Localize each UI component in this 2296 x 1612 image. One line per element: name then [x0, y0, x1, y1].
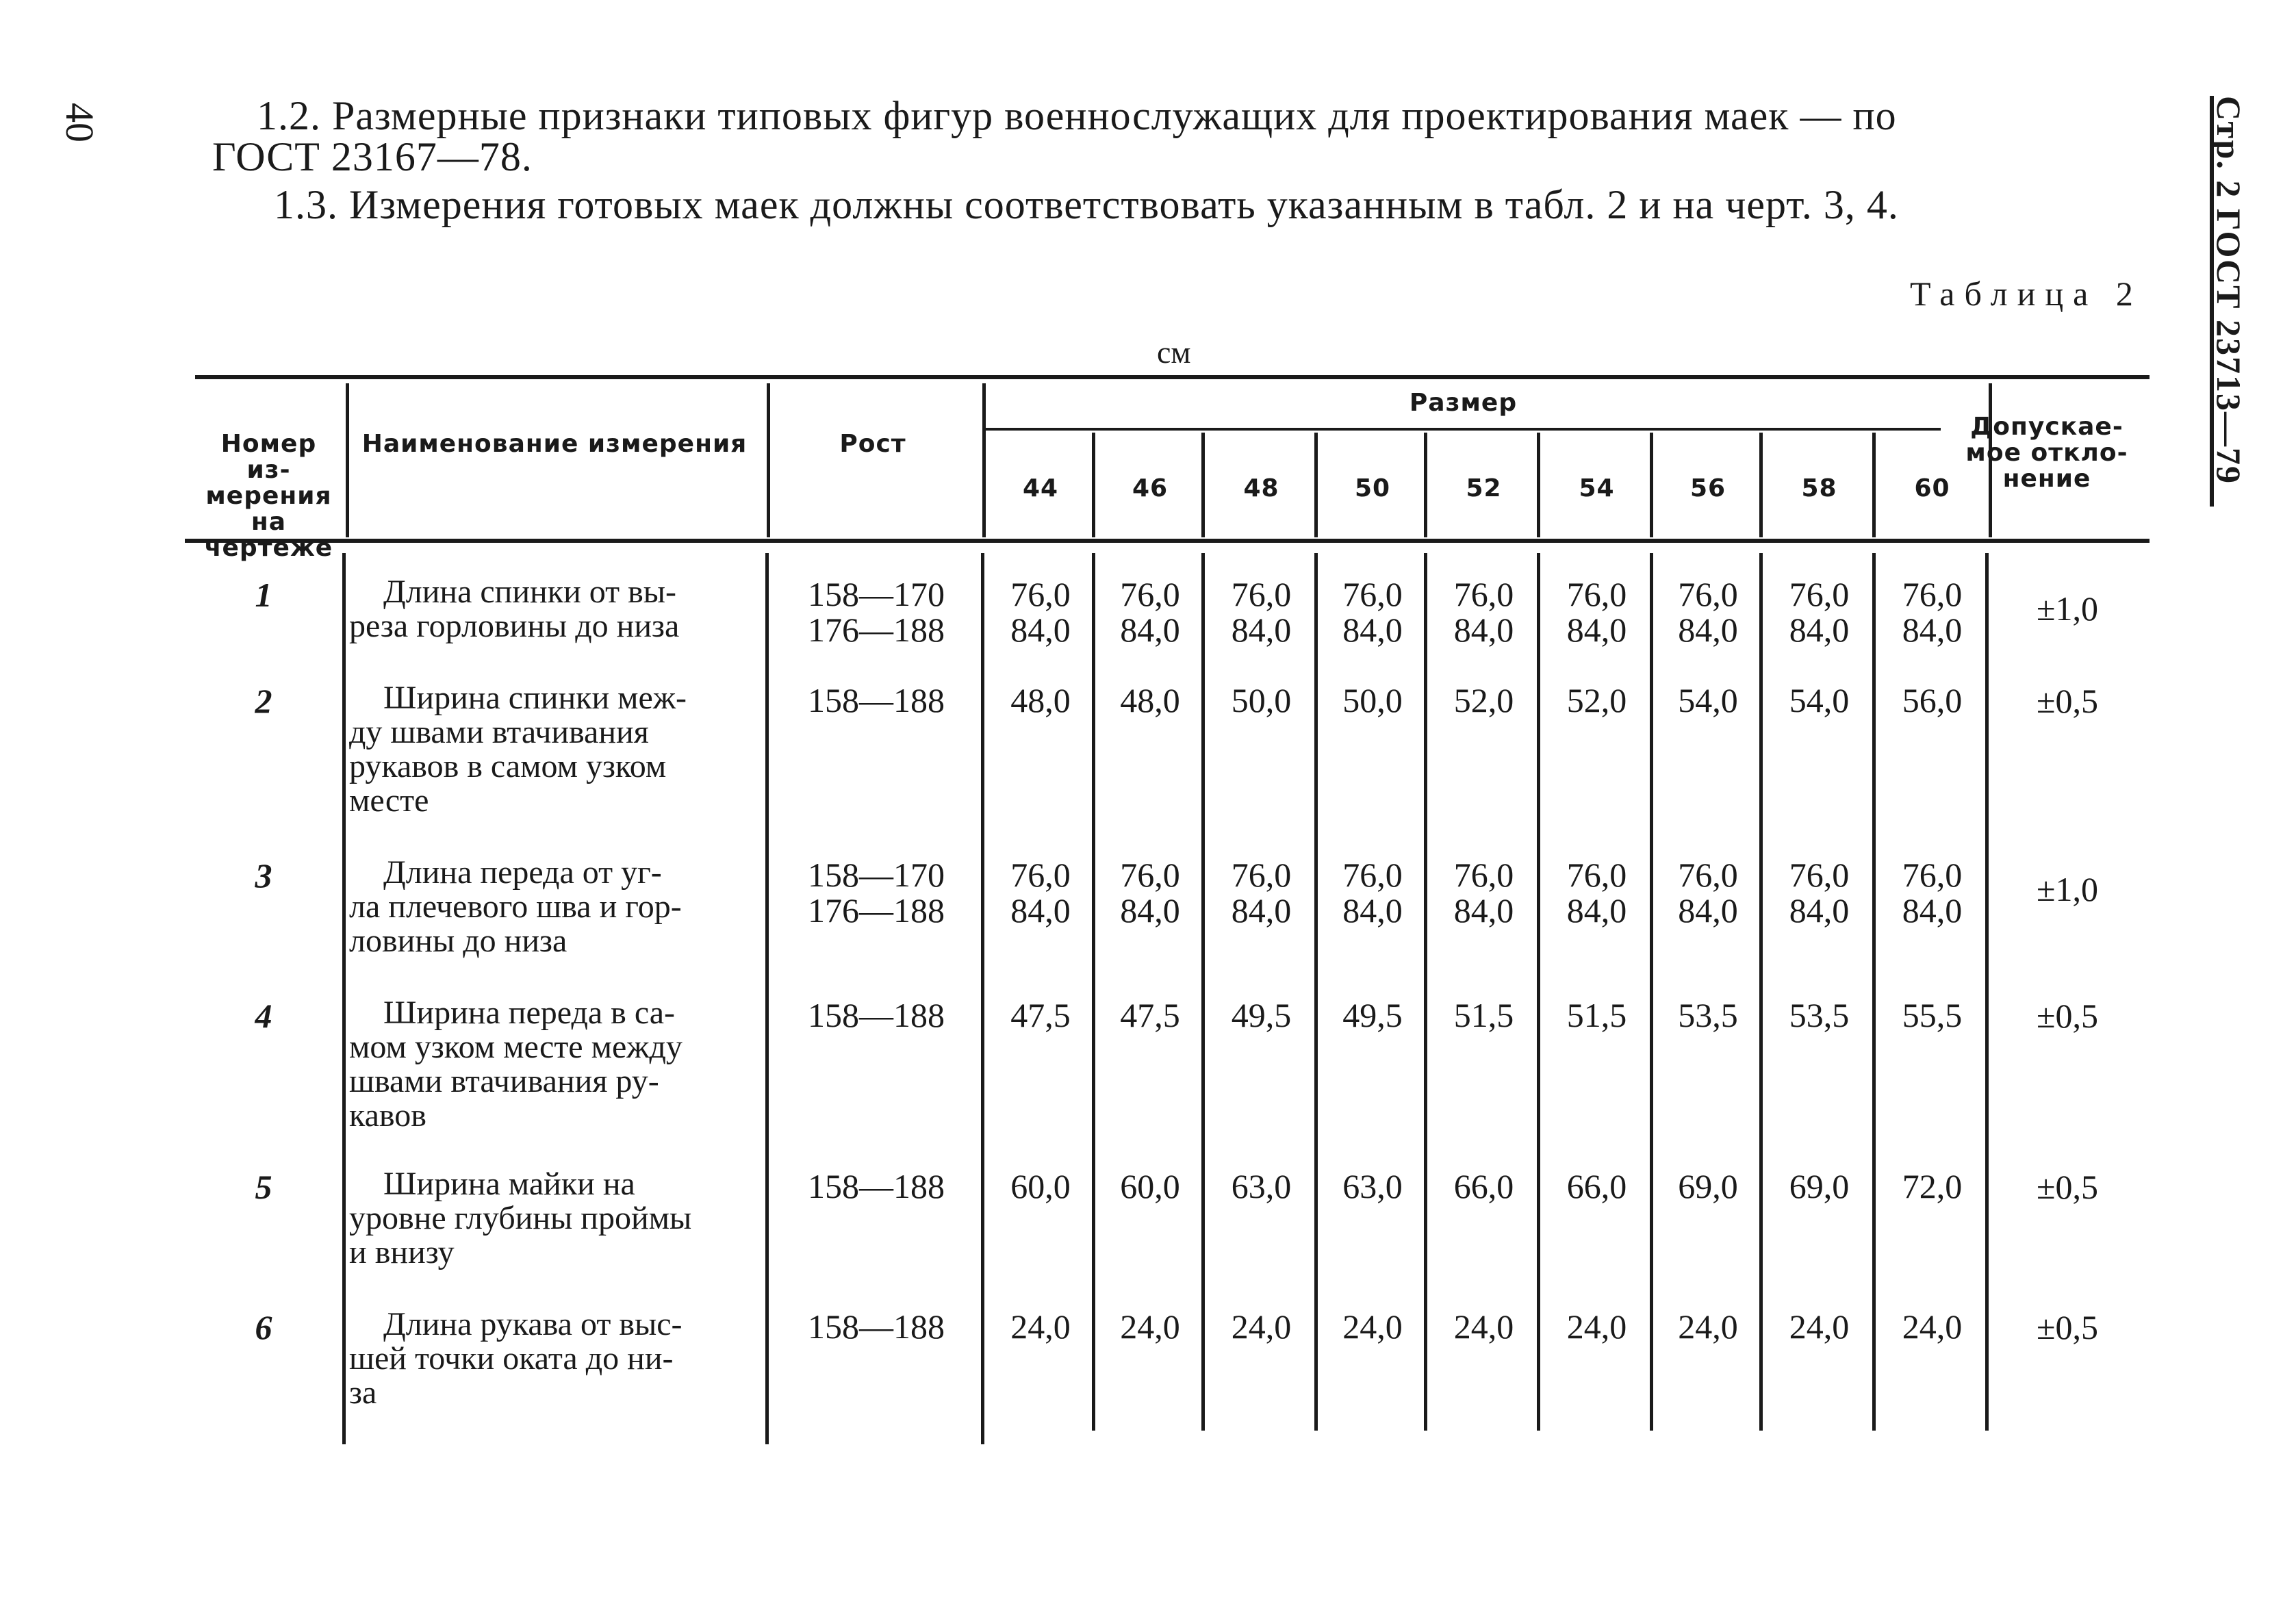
size-value: 76,0	[1120, 856, 1180, 894]
size-value: 76,0	[1120, 575, 1180, 613]
size-value: 76,0	[1231, 575, 1292, 613]
size-value: 84,0	[1342, 611, 1403, 649]
size-header-56: 56	[1689, 474, 1726, 502]
tolerance-value: ±0,5	[2037, 997, 2098, 1035]
size-value: 53,5	[1678, 996, 1738, 1034]
tolerance-value: ±0,5	[2037, 1308, 2098, 1346]
measurement-name-line: ловины до низа	[349, 923, 567, 959]
header-tolerance: Допускае- мое откло- нение	[1965, 413, 2128, 493]
size-value: 53,5	[1789, 996, 1850, 1034]
header-measurement-name: Наименование измерения	[361, 430, 748, 458]
size-value: 24,0	[1342, 1307, 1403, 1346]
size-value: 72,0	[1902, 1167, 1963, 1205]
size-value: 69,0	[1789, 1167, 1850, 1205]
measurement-name-line: кавов	[349, 1097, 426, 1134]
measurement-name-line: Ширина майки на	[383, 1166, 635, 1202]
size-value: 50,0	[1231, 681, 1292, 719]
size-value: 84,0	[1678, 611, 1738, 649]
size-value: 24,0	[1566, 1307, 1627, 1346]
size-value: 69,0	[1678, 1167, 1738, 1205]
table-top-rule	[195, 375, 2150, 379]
size-value: 84,0	[1120, 891, 1180, 930]
size-header-rule	[986, 428, 1941, 431]
size-value: 76,0	[1231, 856, 1292, 894]
measurement-name-line: рукавов в самом узком	[349, 748, 667, 784]
size-value: 47,5	[1120, 996, 1180, 1034]
paragraph-1-3: 1.3. Измерения готовых маек должны соответствовать указанным в табл. 2 и на черт. 3, 4.	[274, 182, 1899, 227]
size-value: 56,0	[1902, 681, 1963, 719]
size-header-48: 48	[1243, 474, 1279, 502]
size-value: 84,0	[1231, 611, 1292, 649]
size-value: 50,0	[1342, 681, 1403, 719]
size-value: 48,0	[1120, 681, 1180, 719]
header-measurement-number: Номер из- мерения на чертеже	[204, 430, 333, 562]
size-value: 24,0	[1789, 1307, 1850, 1346]
size-header-60: 60	[1914, 474, 1950, 502]
size-value: 84,0	[1120, 611, 1180, 649]
size-value: 24,0	[1120, 1307, 1180, 1346]
measurement-name-line: Длина спинки от вы-	[383, 574, 676, 610]
size-value: 76,0	[1789, 856, 1850, 894]
size-value: 76,0	[1010, 856, 1071, 894]
height-range: 176—188	[808, 891, 945, 930]
row-number: 2	[255, 682, 272, 720]
tolerance-value: ±0,5	[2037, 682, 2098, 720]
header-height: Рост	[839, 430, 906, 458]
size-value: 24,0	[1231, 1307, 1292, 1346]
size-value: 76,0	[1453, 856, 1514, 894]
size-value: 84,0	[1342, 891, 1403, 930]
size-header-44: 44	[1022, 474, 1059, 502]
size-value: 84,0	[1010, 891, 1071, 930]
size-value: 63,0	[1342, 1167, 1403, 1205]
size-value: 76,0	[1902, 575, 1963, 613]
measurement-name-line: Длина рукава от выс-	[383, 1306, 683, 1342]
measurement-name-line: и внизу	[349, 1234, 455, 1270]
table-title: Таблица 2	[1910, 274, 2143, 313]
size-header-46: 46	[1132, 474, 1169, 502]
size-header-52: 52	[1466, 474, 1502, 502]
measurement-name-line: реза горловины до низа	[349, 608, 680, 644]
size-value: 76,0	[1342, 575, 1403, 613]
size-value: 66,0	[1566, 1167, 1627, 1205]
row-number: 1	[255, 576, 272, 614]
row-number: 4	[255, 997, 272, 1035]
tolerance-value: ±0,5	[2037, 1168, 2098, 1206]
size-value: 51,5	[1566, 996, 1627, 1034]
size-value: 55,5	[1902, 996, 1963, 1034]
size-value: 48,0	[1010, 681, 1071, 719]
measurement-name-line: мом узком месте между	[349, 1029, 683, 1065]
size-header-58: 58	[1801, 474, 1837, 502]
row-number: 6	[255, 1308, 272, 1346]
size-value: 60,0	[1120, 1167, 1180, 1205]
row-number: 5	[255, 1168, 272, 1206]
column-rule	[767, 383, 770, 537]
size-value: 76,0	[1342, 856, 1403, 894]
size-value: 84,0	[1789, 891, 1850, 930]
height-range: 158—188	[808, 996, 945, 1034]
size-value: 24,0	[1678, 1307, 1738, 1346]
paragraph-1-2-line-2: ГОСТ 23167—78.	[212, 134, 533, 179]
header-bottom-rule	[185, 539, 2150, 543]
size-value: 84,0	[1566, 611, 1627, 649]
column-rule	[765, 553, 769, 1444]
size-value: 51,5	[1453, 996, 1514, 1034]
height-range: 158—170	[808, 856, 945, 894]
size-value: 76,0	[1789, 575, 1850, 613]
table-unit: см	[1157, 335, 1191, 370]
size-value: 76,0	[1010, 575, 1071, 613]
measurement-name-line: Ширина переда в са-	[383, 995, 676, 1031]
size-value: 76,0	[1678, 856, 1738, 894]
size-value: 84,0	[1231, 891, 1292, 930]
measurement-name-line: ду швами втачивания	[349, 714, 649, 750]
height-range: 158—170	[808, 575, 945, 613]
size-value: 49,5	[1231, 996, 1292, 1034]
size-value: 52,0	[1566, 681, 1627, 719]
measurement-name-line: Ширина спинки меж-	[383, 680, 687, 716]
size-value: 54,0	[1678, 681, 1738, 719]
size-value: 54,0	[1789, 681, 1850, 719]
measurement-name-line: уровне глубины проймы	[349, 1200, 692, 1236]
size-value: 84,0	[1566, 891, 1627, 930]
size-header-54: 54	[1579, 474, 1615, 502]
size-value: 84,0	[1453, 891, 1514, 930]
size-value: 76,0	[1902, 856, 1963, 894]
size-value: 84,0	[1789, 611, 1850, 649]
size-value: 84,0	[1902, 611, 1963, 649]
size-value: 84,0	[1453, 611, 1514, 649]
measurement-name-line: швами втачивания ру-	[349, 1063, 659, 1099]
column-rule	[981, 553, 984, 1444]
size-value: 76,0	[1678, 575, 1738, 613]
size-value: 84,0	[1010, 611, 1071, 649]
height-range: 176—188	[808, 611, 945, 649]
size-value: 60,0	[1010, 1167, 1071, 1205]
column-rule	[342, 553, 346, 1444]
size-value: 52,0	[1453, 681, 1514, 719]
tolerance-value: ±1,0	[2037, 870, 2098, 908]
height-range: 158—188	[808, 1307, 945, 1346]
size-value: 84,0	[1902, 891, 1963, 930]
measurement-name-line: за	[349, 1374, 377, 1411]
column-rule	[346, 383, 349, 537]
header-size: Размер	[1409, 389, 1518, 417]
size-value: 24,0	[1902, 1307, 1963, 1346]
size-value: 24,0	[1010, 1307, 1071, 1346]
tolerance-value: ±1,0	[2037, 589, 2098, 628]
size-value: 24,0	[1453, 1307, 1514, 1346]
measurement-name-line: Длина переда от уг-	[383, 854, 662, 891]
row-number: 3	[255, 856, 272, 895]
size-header-50: 50	[1354, 474, 1391, 502]
page-number: 40	[58, 103, 102, 142]
paragraph-1-2-line-1: 1.2. Размерные признаки типовых фигур военнослужащих для проектирования маек — по	[257, 93, 1897, 138]
measurement-name-line: ла плечевого шва и гор-	[349, 888, 682, 925]
size-value: 49,5	[1342, 996, 1403, 1034]
size-value: 84,0	[1678, 891, 1738, 930]
height-range: 158—188	[808, 681, 945, 719]
measurement-name-line: месте	[349, 782, 429, 819]
height-range: 158—188	[808, 1167, 945, 1205]
size-value: 47,5	[1010, 996, 1071, 1034]
measurement-name-line: шей точки оката до ни-	[349, 1340, 674, 1377]
size-value: 63,0	[1231, 1167, 1292, 1205]
size-value: 66,0	[1453, 1167, 1514, 1205]
size-value: 76,0	[1566, 575, 1627, 613]
side-running-header: Стр. 2 ГОСТ 23713—79	[2210, 96, 2248, 485]
size-value: 76,0	[1566, 856, 1627, 894]
size-value: 76,0	[1453, 575, 1514, 613]
